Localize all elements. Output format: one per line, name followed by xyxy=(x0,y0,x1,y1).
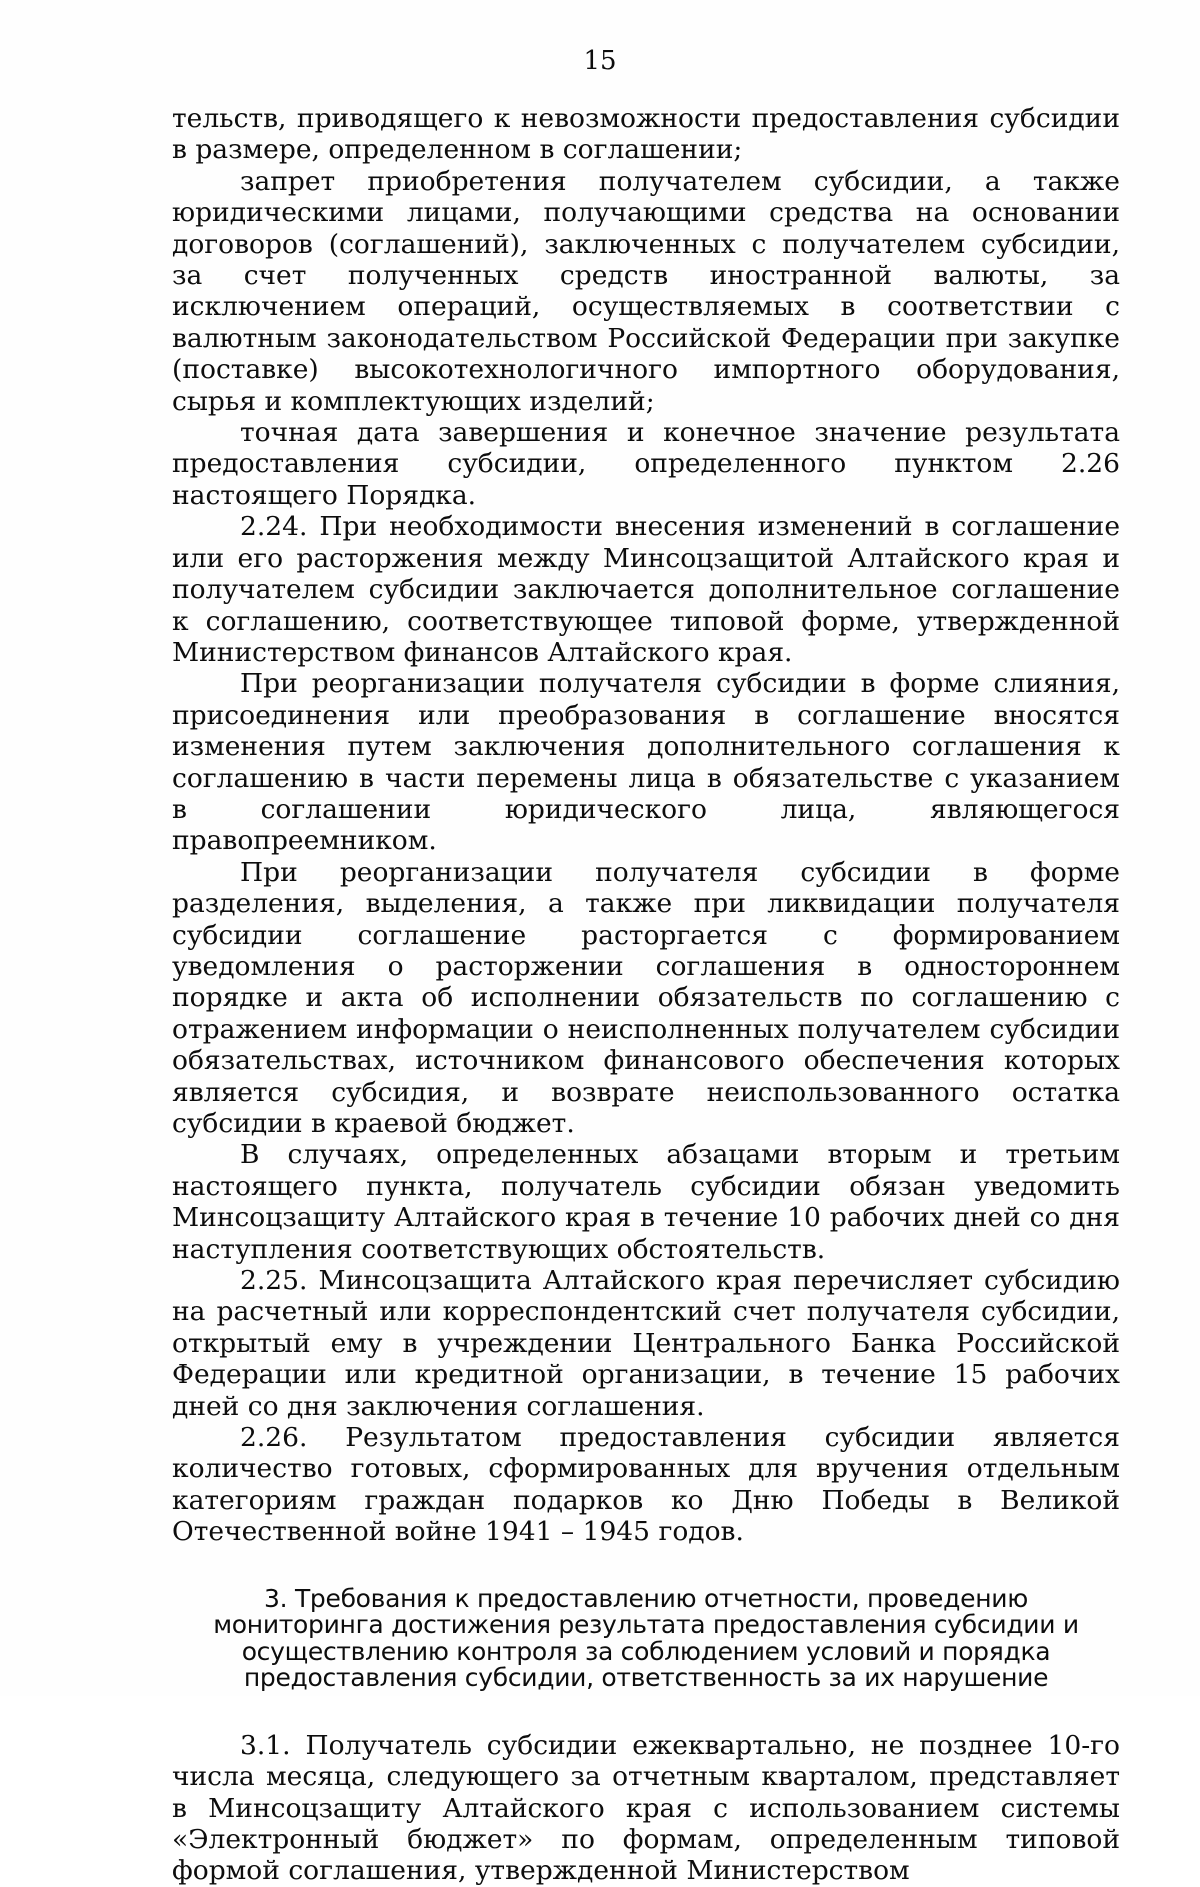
paragraph: 2.26. Результатом предоставления субсидии является количество готовых, сформированных для вручения отдельным категориям граждан подарков ко Дню Победы в Великой Отечественной войне 1941 – 1945 годов. xyxy=(172,1422,1120,1548)
paragraph: тельств, приводящего к невозможности предоставления субсидии в размере, определенном в соглашении; xyxy=(172,103,1120,166)
paragraph: запрет приобретения получателем субсидии, а также юридическими лицами, получающими средства на основании договоров (соглашений), заключенных с получателем субсидии, за счет полученных средств иностранной валюты, за исключением операций, осуществляемых в соответствии с валютным законодательством Российской Федерации при закупке (поставке) высокотехнологичного импортного оборудования, сырья и комплектующих изделий; xyxy=(172,165,1120,417)
paragraph: В случаях, определенных абзацами вторым и третьим настоящего пункта, получатель субсидии обязан уведомить Минсоцзащиту Алтайского края в течение 10 рабочих дней со дня наступления соответствующих обстоятельств. xyxy=(172,1139,1120,1265)
paragraph: точная дата завершения и конечное значение результата предоставления субсидии, определенного пунктом 2.26 настоящего Порядка. xyxy=(172,417,1120,511)
section-heading: 3. Требования к предоставлению отчетности, проведению мониторинга достижения результата предоставления субсидии и осуществлению контроля за соблюдением условий и порядка предоставления субсидии, ответственность за их нарушение xyxy=(213,1583,1079,1693)
paragraph: При реорганизации получателя субсидии в форме разделения, выделения, а также при ликвидации получателя субсидии соглашение расторгается с формированием уведомления о расторжении соглашения в одностороннем порядке и акта об исполнении обязательств по соглашению с отражением информации о неисполненных получателем субсидии обязательствах, источником финансового обеспечения которых является субсидия, и возврате неиспользованного остатка субсидии в краевой бюджет. xyxy=(172,856,1120,1139)
page-number: 15 xyxy=(583,46,617,76)
paragraph: 2.24. При необходимости внесения изменений в соглашение или его расторжения между Минсоцзащитой Алтайского края и получателем субсидии заключается дополнительное соглашение к соглашению, соответствующее типовой форме, утвержденной Министерством финансов Алтайского края. xyxy=(172,511,1120,668)
document-body xyxy=(172,103,1120,1887)
paragraph: При реорганизации получателя субсидии в форме слияния, присоединения или преобразования в соглашение вносятся изменения путем заключения дополнительного соглашения к соглашению в части перемены лица в обязательстве с указанием в соглашении юридического лица, являющегося правопреемником. xyxy=(172,668,1120,857)
paragraph: 3.1. Получатель субсидии ежеквартально, не позднее 10-го числа месяца, следующего за отчетным кварталом, представляет в Минсоцзащиту Алтайского края с использованием системы «Электронный бюджет» по формам, определенным типовой формой соглашения, утвержденной Министерством xyxy=(172,1729,1120,1887)
paragraph: 2.25. Минсоцзащита Алтайского края перечисляет субсидию на расчетный или корреспондентский счет получателя субсидии, открытый ему в учреждении Центрального Банка Российской Федерации или кредитной организации, в течение 15 рабочих дней со дня заключения соглашения. xyxy=(172,1265,1120,1422)
